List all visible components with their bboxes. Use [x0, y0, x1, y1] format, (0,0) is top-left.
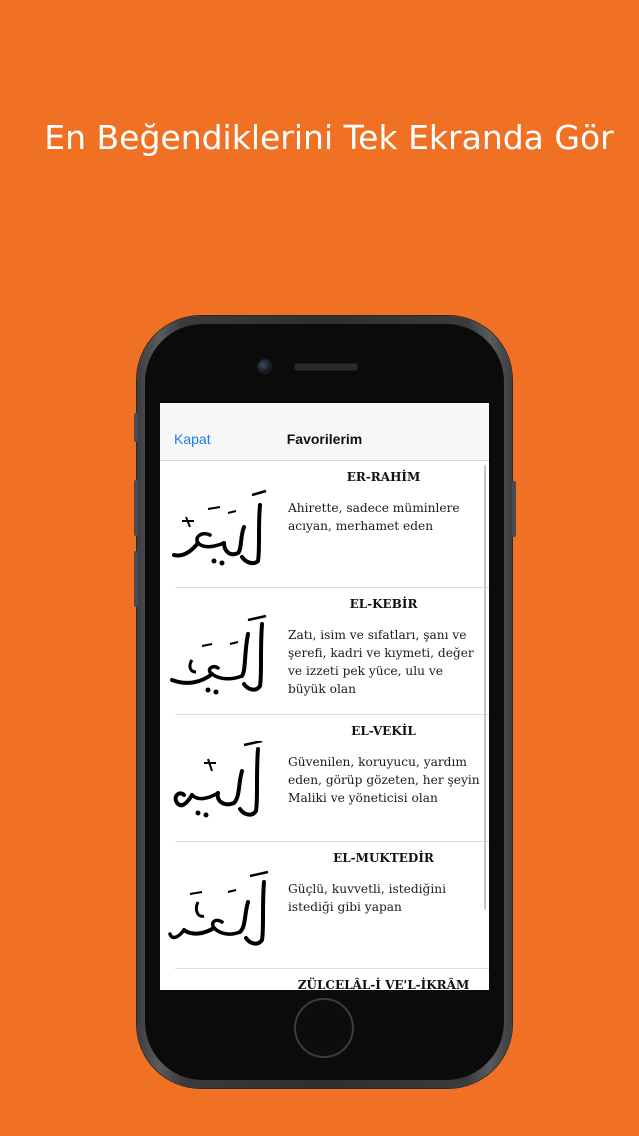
navigation-bar [160, 403, 489, 461]
calligraphy-image [168, 868, 272, 952]
volume-down-button [134, 551, 138, 607]
page-title: Favorilerim [286, 431, 363, 447]
list-item[interactable] [160, 842, 489, 969]
calligraphy-image [168, 487, 272, 571]
list-item[interactable] [160, 969, 489, 990]
name-title: ZÜLCELÂL-İ VE'L-İKRÂM [297, 978, 470, 990]
home-button[interactable] [294, 998, 354, 1058]
name-title: EL-MUKTEDİR [333, 851, 434, 865]
calligraphy-image [168, 614, 272, 698]
name-description: Ahirette, sadece müminlere acıyan, merhamet eden [288, 501, 460, 533]
list-item[interactable] [160, 461, 489, 588]
front-camera [257, 359, 272, 374]
volume-up-button [134, 480, 138, 536]
name-description: Zatı, isim ve sıfatları, şanı ve şerefi, kadri ve kıymeti, değer ve izzeti pek yüce, ulu ve büyük olan [288, 628, 474, 696]
close-button[interactable]: Kapat [174, 431, 211, 447]
mute-switch [134, 413, 138, 442]
name-title: ER-RAHİM [346, 470, 421, 484]
name-title: EL-KEBİR [349, 597, 418, 611]
name-description: Güçlü, kuvvetli, istediğini istediği gibi yapan [288, 882, 446, 914]
name-description: Güvenilen, koruyucu, yardım eden, görüp gözeten, her şeyin Maliki ve yöneticisi olan [288, 755, 480, 805]
app-screen [160, 403, 489, 990]
earpiece-speaker [294, 363, 358, 371]
list-item[interactable] [160, 588, 489, 715]
scrollbar[interactable] [484, 465, 486, 910]
favorites-list[interactable] [160, 461, 489, 990]
name-title: EL-VEKİL [351, 724, 416, 738]
calligraphy-image [168, 741, 272, 825]
promo-headline: En Beğendiklerini Tek Ekranda Gör [44, 118, 614, 157]
power-button [512, 481, 516, 537]
list-item[interactable] [160, 715, 489, 842]
